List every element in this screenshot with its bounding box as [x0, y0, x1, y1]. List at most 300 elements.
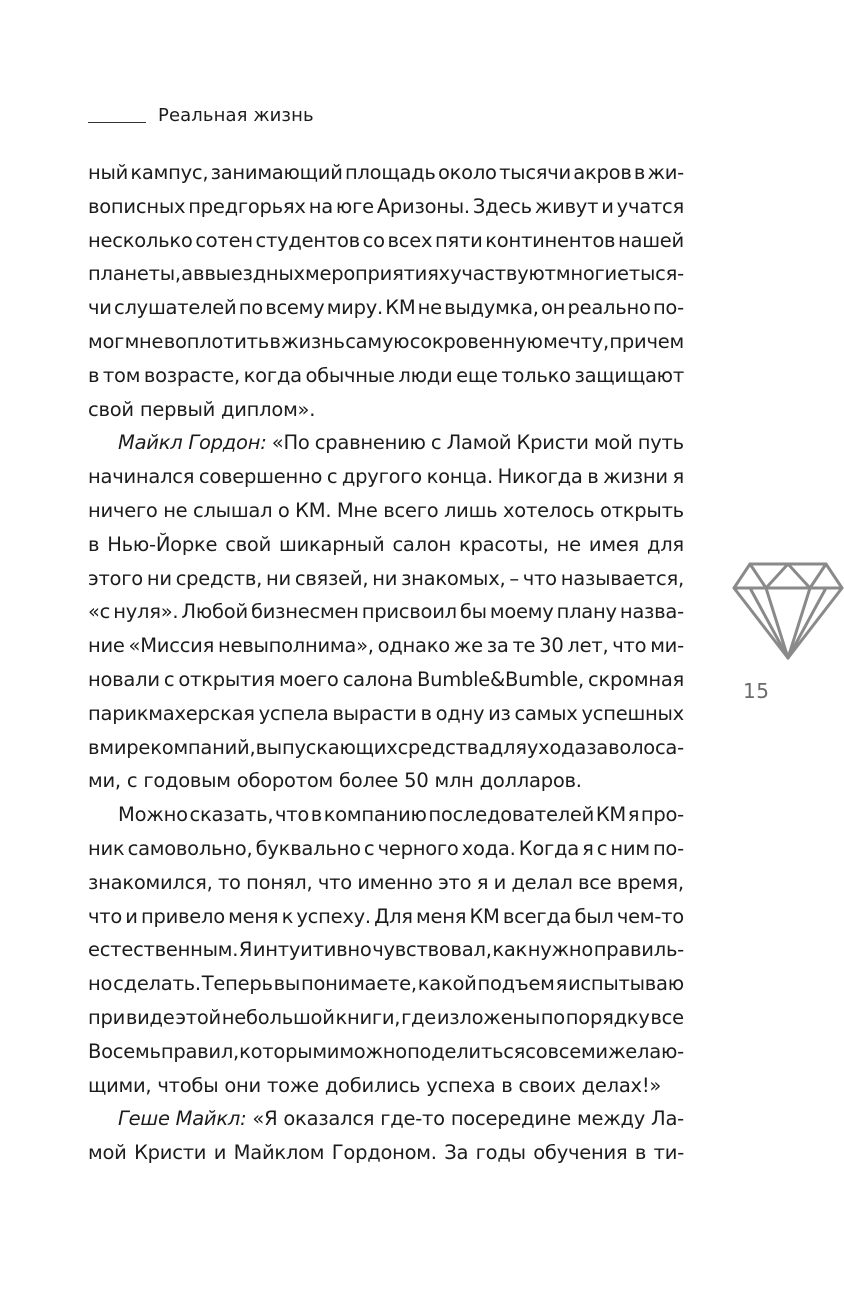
word: чи	[88, 296, 112, 320]
word: и	[601, 194, 614, 218]
word: КМ	[595, 803, 626, 827]
word: воплотить	[163, 329, 269, 353]
word: всех	[387, 228, 433, 252]
word: возрасте,	[143, 363, 240, 387]
word: бы	[459, 600, 487, 624]
header-rule	[88, 122, 146, 123]
running-header	[88, 100, 314, 130]
word: в	[587, 465, 599, 489]
word: выпускающих	[255, 735, 398, 759]
text-line	[88, 156, 684, 190]
word: свой	[88, 397, 134, 421]
paragraph-km-entry	[88, 798, 684, 1102]
word: Когда	[518, 836, 579, 860]
text-line	[88, 190, 684, 224]
word: млн	[434, 769, 474, 793]
word: КМ	[385, 296, 416, 320]
word: со	[362, 228, 385, 252]
word: буквально	[255, 836, 361, 860]
word: Я	[238, 938, 253, 962]
text-line	[88, 426, 684, 460]
word: по	[540, 1005, 565, 1029]
word: мероприятиях	[305, 262, 450, 286]
word: мечту,	[543, 329, 609, 353]
word: понимаете,	[300, 972, 417, 996]
word: новали	[88, 667, 160, 691]
word: однако	[377, 634, 450, 658]
word: компанию	[323, 803, 427, 827]
word: мог	[88, 329, 125, 353]
word: ми,	[88, 769, 121, 793]
text-line	[88, 731, 684, 765]
text-line	[88, 629, 684, 663]
word: живут	[534, 194, 599, 218]
word: этой	[175, 1005, 221, 1029]
word: когда	[243, 363, 302, 387]
word: Майклом	[233, 1141, 325, 1165]
word: лет,	[567, 634, 609, 658]
paragraph-michael-gordon	[88, 426, 684, 798]
word: мире	[99, 735, 151, 759]
word: чтобы	[157, 1073, 219, 1097]
word: понял,	[246, 870, 313, 894]
word: успеха	[426, 1073, 496, 1097]
word: можно	[339, 1039, 407, 1063]
word: добились	[324, 1073, 421, 1097]
page-number: 15	[743, 679, 770, 703]
word: ни	[265, 566, 291, 590]
word: годы	[475, 1141, 526, 1165]
word: имея	[588, 532, 640, 556]
word: чем-то	[616, 904, 684, 928]
word: которыми	[239, 1039, 340, 1063]
word: «с	[88, 600, 111, 624]
word: несколько	[88, 228, 193, 252]
word: миру.	[326, 296, 383, 320]
word: моему	[489, 600, 554, 624]
word: порядку	[565, 1005, 650, 1029]
word: ти-	[653, 1141, 684, 1165]
word: в	[420, 701, 432, 725]
word: интуитивно	[252, 938, 372, 962]
word: шикарный	[279, 532, 385, 556]
word: волоса-	[608, 735, 684, 759]
text-line	[88, 494, 684, 528]
word: я	[627, 803, 640, 827]
word: нуля».	[113, 600, 179, 624]
word: они	[224, 1073, 261, 1097]
word: в	[269, 329, 281, 353]
word: именно	[357, 870, 433, 894]
word: годовым	[143, 769, 231, 793]
word: в	[633, 161, 646, 184]
word: мне	[124, 329, 164, 353]
word: Можно	[118, 803, 188, 827]
word: и	[493, 870, 507, 894]
word: ми-	[650, 634, 684, 658]
word: на	[308, 194, 333, 218]
word: средства	[397, 735, 490, 759]
word: самую	[345, 329, 410, 353]
word: я	[672, 465, 684, 489]
word: Любой	[181, 600, 248, 624]
word: выездных	[204, 262, 305, 286]
word: самых	[514, 701, 578, 725]
word: ним	[610, 836, 650, 860]
word: лишь	[443, 498, 498, 522]
word: многие	[555, 262, 629, 286]
word: «Я	[252, 1107, 278, 1131]
word: жизни	[603, 465, 668, 489]
text-line	[88, 866, 684, 900]
word: небольшой	[221, 1005, 335, 1029]
word: где	[401, 1005, 437, 1029]
word: между	[576, 1107, 646, 1131]
word: сделать.	[113, 972, 201, 996]
word: успеху.	[296, 904, 371, 928]
word: красоты,	[458, 532, 549, 556]
word: а	[181, 262, 193, 286]
word: оказался	[283, 1107, 375, 1131]
word: я	[555, 972, 568, 996]
word: меня	[228, 904, 279, 928]
word: знакомился,	[88, 870, 213, 894]
word: про-	[640, 803, 684, 827]
word: что	[275, 803, 310, 827]
word: же	[453, 634, 483, 658]
word: все	[577, 870, 612, 894]
text-line	[88, 1035, 684, 1069]
word: люди	[398, 363, 453, 387]
word: щими,	[88, 1073, 152, 1097]
word: 30	[539, 634, 564, 658]
word: континентов	[485, 228, 616, 252]
word: ни	[372, 566, 398, 590]
word: участвуют	[450, 262, 556, 286]
word: конца.	[426, 465, 493, 489]
word: связей,	[294, 566, 369, 590]
word: площадь	[344, 161, 436, 184]
word: Кристи	[516, 431, 589, 455]
running-header-title: Реальная жизнь	[158, 104, 314, 126]
text-line	[88, 224, 684, 258]
word: плану	[556, 600, 617, 624]
word: этого	[88, 566, 143, 590]
word: ничего	[88, 498, 158, 522]
text-line	[88, 900, 684, 934]
word: жизнь	[281, 329, 345, 353]
word: занимающий	[210, 161, 343, 184]
word: За	[444, 1141, 469, 1165]
word: за	[586, 735, 609, 759]
word: –	[509, 566, 519, 590]
text-line	[88, 764, 684, 798]
word: ухода	[526, 735, 587, 759]
word: книги,	[335, 1005, 401, 1029]
word: вырасти	[332, 701, 417, 725]
word: планеты,	[88, 262, 181, 286]
word: с	[163, 667, 175, 691]
text-line	[88, 325, 684, 359]
speaker-name: Майкл Гордон:	[118, 431, 267, 455]
word: что	[522, 566, 557, 590]
word: чувствовал,	[372, 938, 492, 962]
word: КМ	[469, 904, 500, 928]
word: открытия	[178, 667, 275, 691]
word: с	[326, 465, 338, 489]
word: своих	[518, 1073, 576, 1097]
word: какой	[417, 972, 477, 996]
word: я	[476, 870, 489, 894]
word: открыть	[599, 498, 684, 522]
word: Bumble&Bumble,	[417, 667, 584, 691]
word: том	[102, 363, 141, 387]
word: для	[646, 532, 684, 556]
word: последователей	[428, 803, 595, 827]
word: ник	[88, 836, 125, 860]
word: хотелось	[502, 498, 595, 522]
word: всеми	[547, 1039, 608, 1063]
word: где-то	[380, 1107, 445, 1131]
word: он	[541, 296, 566, 320]
word: все	[650, 1005, 684, 1029]
word: не	[417, 296, 442, 320]
word: КМ.	[295, 498, 332, 522]
word: назва-	[619, 600, 684, 624]
word: ный	[88, 161, 129, 184]
word: Для	[374, 904, 413, 928]
word: но	[88, 972, 113, 996]
word: всего	[383, 498, 439, 522]
word: в	[192, 262, 205, 286]
text-line	[88, 663, 684, 697]
word: «По	[271, 431, 310, 455]
word: хода.	[461, 836, 516, 860]
word: вописных	[88, 194, 186, 218]
word: с	[430, 431, 442, 455]
word: в	[88, 735, 100, 759]
word: Ламой	[446, 431, 512, 455]
word: я	[582, 836, 594, 860]
word: те	[512, 634, 536, 658]
word: испытываю	[567, 972, 684, 996]
word: виде	[125, 1005, 175, 1029]
word: выдумка,	[444, 296, 539, 320]
word: защищают	[574, 363, 684, 387]
paragraph-geshe-michael	[88, 1102, 684, 1170]
word: сравнению	[314, 431, 426, 455]
word: это	[438, 870, 472, 894]
word: тысячи	[499, 161, 571, 184]
word: около	[437, 161, 497, 184]
word: мой	[88, 1141, 127, 1165]
word: был	[574, 904, 614, 928]
word: жи-	[647, 161, 684, 184]
word: время,	[616, 870, 684, 894]
word: всегда	[502, 904, 572, 928]
word: Мне	[336, 498, 378, 522]
word: меня	[416, 904, 467, 928]
word: Восемь	[88, 1039, 161, 1063]
word: обычные	[305, 363, 395, 387]
word: слышал	[193, 498, 273, 522]
word: Нью-Йорке	[107, 532, 218, 556]
text-line	[88, 359, 684, 393]
word: средств,	[175, 566, 263, 590]
word: всему	[265, 296, 325, 320]
word: парикмахерская	[88, 701, 255, 725]
word: предгорьях	[188, 194, 306, 218]
word: называется,	[560, 566, 684, 590]
text-line	[88, 1136, 684, 1170]
word: за	[486, 634, 509, 658]
text-line	[88, 562, 684, 596]
word: желаю-	[607, 1039, 684, 1063]
word: успела	[258, 701, 329, 725]
word: кампус,	[130, 161, 209, 184]
body-text	[88, 156, 684, 1170]
word: с	[596, 836, 608, 860]
word: слушателей	[113, 296, 237, 320]
word: тоже	[266, 1073, 319, 1097]
word: салон	[392, 532, 452, 556]
word: 50	[404, 769, 429, 793]
text-line	[88, 832, 684, 866]
word: бизнесмен	[250, 600, 359, 624]
text-line	[88, 1069, 684, 1103]
word: тыся-	[628, 262, 684, 286]
word: только	[501, 363, 571, 387]
word: ние	[88, 634, 125, 658]
text-line	[88, 460, 684, 494]
word: по	[238, 296, 263, 320]
word: и	[213, 1141, 227, 1165]
word: нужно	[527, 938, 594, 962]
word: сокровенную	[409, 329, 543, 353]
word: привело	[140, 904, 225, 928]
word: в	[88, 532, 100, 556]
word: поделиться	[407, 1039, 526, 1063]
paragraph-continuation	[88, 156, 684, 426]
word: нашей	[618, 228, 684, 252]
word: о	[277, 498, 290, 522]
word: в	[88, 363, 100, 387]
word: по-	[652, 296, 684, 320]
word: сотен	[195, 228, 253, 252]
word: что	[612, 634, 647, 658]
word: со	[525, 1039, 548, 1063]
word: одну	[435, 701, 485, 725]
word: правиль-	[593, 938, 684, 962]
word: самовольно,	[127, 836, 253, 860]
word: салона	[342, 667, 413, 691]
word: правил,	[160, 1039, 239, 1063]
word: Аризоны.	[376, 194, 470, 218]
word: знакомых,	[401, 566, 506, 590]
word: акров	[573, 161, 632, 184]
word: естественным.	[88, 938, 239, 962]
word: подъем	[477, 972, 555, 996]
word: делах!»	[581, 1073, 662, 1097]
text-line	[88, 798, 684, 832]
word: первый	[139, 397, 216, 421]
word: не	[556, 532, 581, 556]
word: начинался	[88, 465, 195, 489]
word: не	[163, 498, 188, 522]
word: компаний,	[150, 735, 256, 759]
word: скромная	[588, 667, 684, 691]
word: вы	[273, 972, 301, 996]
word: моего	[279, 667, 339, 691]
word: для	[489, 735, 527, 759]
text-line	[88, 933, 684, 967]
word: и	[125, 904, 138, 928]
word: еще	[456, 363, 498, 387]
word: черного	[377, 836, 459, 860]
text-line	[88, 595, 684, 629]
text-line	[88, 697, 684, 731]
word: в	[310, 803, 323, 827]
word: Никогда	[497, 465, 583, 489]
word: с	[126, 769, 138, 793]
word: причем	[609, 329, 684, 353]
word: как	[492, 938, 528, 962]
word: обучения	[533, 1141, 628, 1165]
word: учатся	[616, 194, 684, 218]
word: Кристи	[134, 1141, 207, 1165]
word: то	[217, 870, 241, 894]
word: путь	[637, 431, 684, 455]
word: свой	[225, 532, 272, 556]
word: юге	[335, 194, 374, 218]
word: с	[363, 836, 375, 860]
word: в	[634, 1141, 647, 1165]
word: диплом».	[221, 397, 316, 421]
word: успешных	[581, 701, 684, 725]
word: оборотом	[236, 769, 333, 793]
word: другого	[341, 465, 422, 489]
word: долларов.	[479, 769, 582, 793]
word: пяти	[435, 228, 483, 252]
speaker-name: Геше Майкл:	[118, 1107, 247, 1131]
word: ни	[146, 566, 172, 590]
text-line	[88, 393, 684, 427]
word: при	[88, 1005, 126, 1029]
text-line	[88, 1102, 684, 1136]
word: Теперь	[201, 972, 273, 996]
text-line	[88, 967, 684, 1001]
text-line	[88, 1001, 684, 1035]
word: в	[501, 1073, 513, 1097]
word: к	[281, 904, 294, 928]
word: Ла-	[651, 1107, 684, 1131]
diamond-icon	[730, 558, 844, 662]
word: невыполнима»,	[217, 634, 374, 658]
word: из	[488, 701, 511, 725]
word: делал	[511, 870, 573, 894]
word: сказать,	[189, 803, 274, 827]
word: студентов	[255, 228, 360, 252]
text-line	[88, 528, 684, 562]
word: посередине	[450, 1107, 571, 1131]
text-line	[88, 257, 684, 291]
word: что	[317, 870, 352, 894]
word: «Миссия	[128, 634, 215, 658]
word: что	[88, 904, 123, 928]
word: реально	[567, 296, 651, 320]
word: совершенно	[198, 465, 323, 489]
word: Гордоном.	[331, 1141, 437, 1165]
